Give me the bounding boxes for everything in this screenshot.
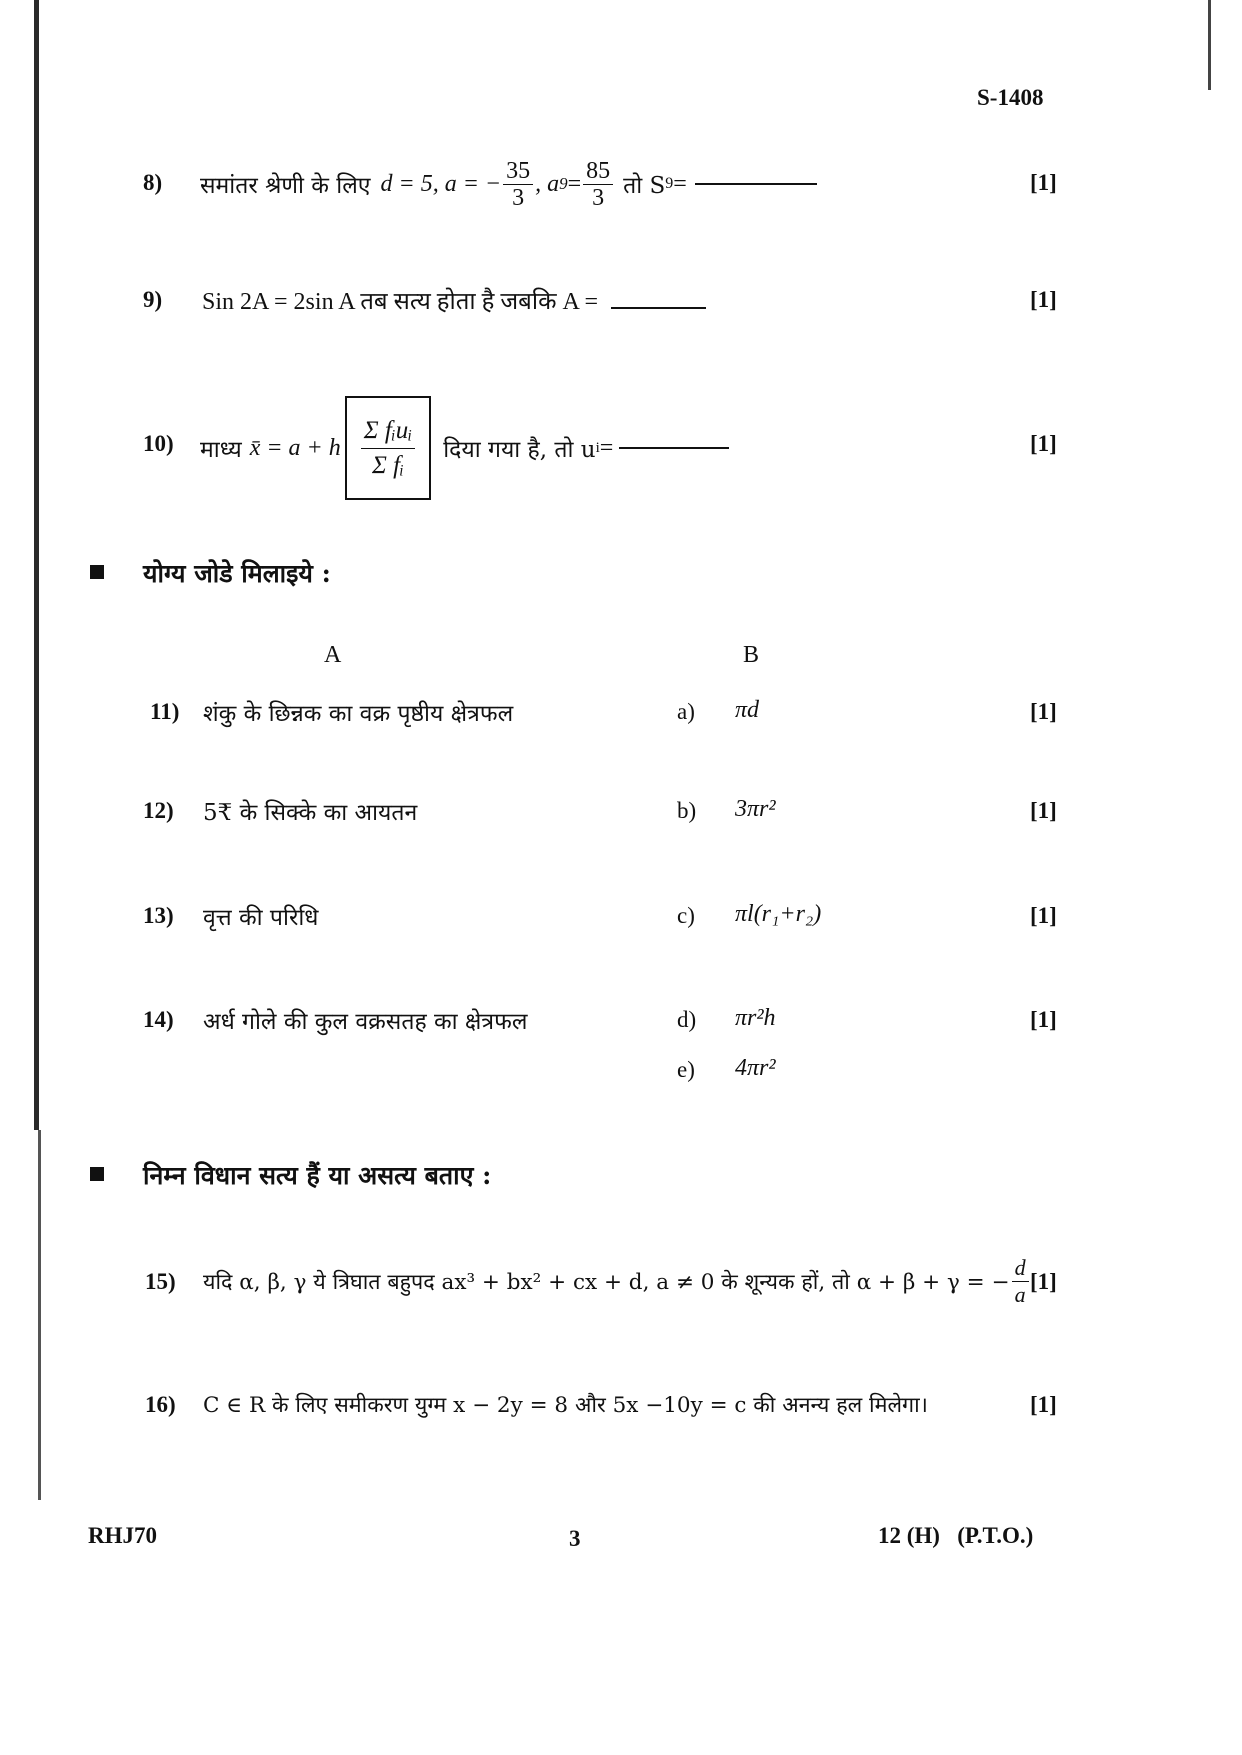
question-13-number: 13) bbox=[143, 903, 174, 928]
q10-text-before: माध्य bbox=[200, 437, 242, 463]
q10-answer-blank[interactable] bbox=[619, 447, 729, 449]
footer-code: RHJ70 bbox=[88, 1523, 157, 1548]
scan-edge-right bbox=[1208, 0, 1211, 90]
match-section-title: योग्य जोडे मिलाइये : bbox=[143, 559, 331, 588]
q10-sum-num: Σ fᵢuᵢ bbox=[361, 414, 415, 449]
question-8-mark: [1] bbox=[1030, 170, 1057, 195]
question-11-mark: [1] bbox=[1030, 699, 1057, 724]
truefalse-section-title: निम्न विधान सत्य हैं या असत्य बताए : bbox=[143, 1161, 492, 1190]
q15-text: यदि α, β, γ ये त्रिघात बहुपद ax³ + bx² + cx + d, a ≠ 0 के शून्यक हों, तो α + β + γ = − bbox=[203, 1269, 1010, 1295]
section-bullet-match bbox=[90, 565, 104, 579]
q10-formula-left: x̄ = a + h bbox=[249, 434, 341, 461]
option-a-label: a) bbox=[677, 699, 695, 724]
question-12-mark: [1] bbox=[1030, 798, 1057, 823]
q10-sum-den: Σ fᵢ bbox=[371, 451, 404, 479]
option-d-label: d) bbox=[677, 1007, 697, 1032]
column-b-heading: B bbox=[743, 642, 760, 668]
question-8-text bbox=[200, 148, 817, 220]
q8-d-part: d = 5, a = − bbox=[380, 170, 502, 197]
option-e-value: 4πr² bbox=[735, 1055, 776, 1081]
question-9-number: 9) bbox=[143, 287, 163, 312]
question-15-text bbox=[203, 1245, 1031, 1317]
q15-fraction bbox=[1012, 1255, 1029, 1308]
question-16-text: C ∈ R के लिए समीकरण युग्म x − 2y = 8 और 5x −10y = c की अनन्य हल मिलेगा। bbox=[203, 1393, 928, 1418]
scan-edge-left-lower bbox=[38, 1130, 41, 1500]
q8-a9-sub: 9 bbox=[559, 174, 568, 193]
q15-frac-den: a bbox=[1014, 1281, 1026, 1307]
question-13-mark: [1] bbox=[1030, 903, 1057, 928]
q8-eq: = bbox=[567, 170, 582, 197]
q8-a9-fraction bbox=[583, 158, 613, 211]
q8-a-den: 3 bbox=[512, 184, 525, 211]
q10-u-eq: = bbox=[599, 434, 614, 461]
q8-a9-num: 85 bbox=[583, 158, 613, 185]
question-13-text: वृत्त की परिधि bbox=[203, 905, 319, 931]
option-e-label: e) bbox=[677, 1057, 695, 1082]
page-number: 3 bbox=[569, 1526, 581, 1551]
question-14-text: अर्ध गोले की कुल वक्रसतह का क्षेत्रफल bbox=[203, 1009, 528, 1035]
q9-text: Sin 2A = 2sin A तब सत्य होता है जबकि A = bbox=[202, 289, 599, 315]
paper-code: S-1408 bbox=[977, 85, 1044, 110]
question-12-number: 12) bbox=[143, 798, 174, 823]
question-14-number: 14) bbox=[143, 1007, 174, 1032]
q10-text-after: दिया गया है, तो u bbox=[443, 437, 596, 463]
question-16-mark: [1] bbox=[1030, 1392, 1057, 1417]
q15-frac-num: d bbox=[1012, 1255, 1029, 1282]
option-b-value: 3πr² bbox=[735, 796, 776, 822]
q10-bracket bbox=[345, 396, 431, 500]
q8-a-num: 35 bbox=[503, 158, 533, 185]
question-15-mark: [1] bbox=[1030, 1269, 1057, 1294]
q8-text-before: समांतर श्रेणी के लिए bbox=[200, 173, 371, 199]
question-12-text: 5₹ के सिक्के का आयतन bbox=[203, 800, 418, 826]
question-14-mark: [1] bbox=[1030, 1007, 1057, 1032]
question-11-text: शंकु के छिन्नक का वक्र पृष्ठीय क्षेत्रफल bbox=[203, 701, 514, 727]
q8-text-after: तो S bbox=[623, 173, 666, 199]
q8-a9-den: 3 bbox=[592, 184, 605, 211]
q10-u-sub: i bbox=[595, 439, 600, 456]
column-a-heading: A bbox=[324, 642, 342, 668]
question-8-number: 8) bbox=[143, 170, 163, 195]
q8-a-fraction bbox=[503, 158, 533, 211]
question-11-number: 11) bbox=[150, 699, 180, 724]
option-d-value: πr²h bbox=[735, 1005, 776, 1031]
footer-pto: 12 (H) (P.T.O.) bbox=[878, 1523, 1034, 1548]
question-10-mark: [1] bbox=[1030, 431, 1057, 456]
question-9-text bbox=[202, 284, 706, 317]
option-c-label: c) bbox=[677, 903, 695, 928]
scan-edge-left bbox=[34, 0, 39, 1130]
q8-a9-label: , a bbox=[535, 170, 560, 197]
option-c-value: πl(r₁+r₂) bbox=[735, 901, 822, 927]
q9-answer-blank[interactable] bbox=[611, 307, 706, 309]
question-9-mark: [1] bbox=[1030, 287, 1057, 312]
question-15-number: 15) bbox=[145, 1269, 176, 1294]
question-10-text bbox=[200, 396, 729, 500]
question-16-number: 16) bbox=[145, 1392, 176, 1417]
q8-s-sub: 9 bbox=[665, 175, 674, 192]
option-b-label: b) bbox=[677, 798, 697, 823]
q8-answer-blank[interactable] bbox=[695, 183, 817, 185]
q8-s-eq: = bbox=[673, 170, 687, 197]
section-bullet-truefalse bbox=[90, 1167, 104, 1181]
question-10-number: 10) bbox=[143, 431, 174, 456]
option-a-value: πd bbox=[735, 697, 760, 723]
q10-sum-fraction bbox=[361, 414, 415, 483]
